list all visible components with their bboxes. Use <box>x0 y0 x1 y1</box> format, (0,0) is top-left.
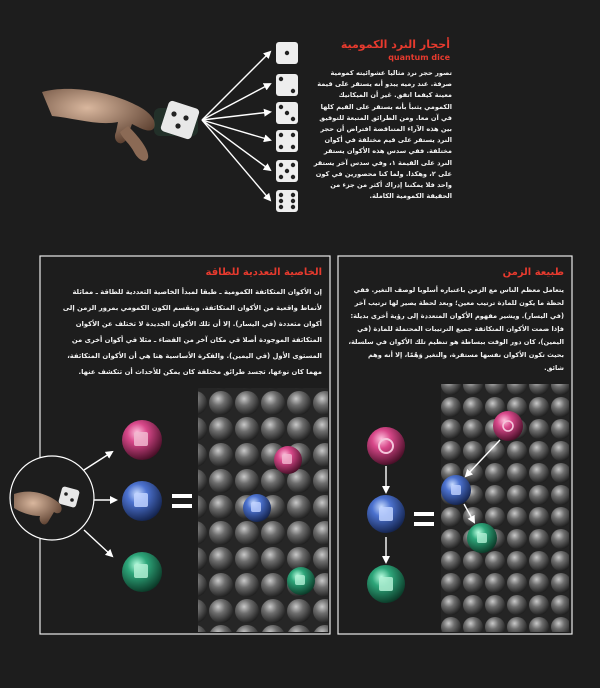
right-bubble-green <box>367 565 405 603</box>
right-panel-body: يتعامل معظم الناس مع الزمن باعتباره أسلوبا لوصف التغير. ففي لحظة ما يكون للمادة ترتيب معين؛ وبعد لحظة يصير لها ترتيب آخر (في اليسار). ويشير مفهوم الأكوان المتعددة إلى رؤية أخرى بديلة: فإذا ضمت الأكوان المتكاثفة جميع الترتيبات المحتملة للمادة (في اليمين)، كان دور الوقت ببساطة هو تنظيم تلك الأكوان في سلسلة، بحيث تكون الأكوان نفسها مستقرة، والتغير وَهْمًا، إلا أنه وهم شائق. <box>348 286 564 372</box>
dice-face-4-icon <box>276 130 298 152</box>
dice-face-5-icon <box>276 160 298 182</box>
right-equals-icon <box>414 512 434 526</box>
left-bubble-pink <box>122 420 162 460</box>
grid-bubble-blue <box>243 494 271 522</box>
left-panel-body: إن الأكوان المتكاثفة الكمومية ـ طبقا لمبدأ الخاصية التعددية للطاقة ـ مماثلة لأنماط واقعية من الأكوان المتكاثفة. وينقسم الكون الكمومي بمرور الزمن إلى أكوان متعددة (في اليسار). إلا أن تلك الأكوان الجديدة لا تختلف عن الأكوان المتكاثفة الموجودة أصلا في مكان آخر من الفضاء ـ مثلا في أكوان أخرى من المستوى الأول (في اليمين). والفكرة الأساسية هنا هي أن الأكوان المتكاثفة، مهما كان نوعها، تجسد طرائق مختلفة كان يمكن للأحداث أن تتكشف عنها. <box>62 288 322 376</box>
dice-face-2-icon <box>276 74 298 96</box>
grid-bubble-green-right <box>467 523 497 553</box>
top-title: أحجار النرد الكمومية <box>340 38 450 51</box>
grid-bubble-pink-right <box>493 411 523 441</box>
top-arrows <box>202 52 270 200</box>
top-subtitle: quantum dice <box>388 53 450 62</box>
top-body-text: تصور حجر نرد مثاليا عشوائيته كمومية صرفة. عند رميه يبدو أنه يستقر على قيمة معينة كيفما اتفق. غير أن الميكانيك الكمومي يثنبأ بأنه يستقر على القيم كلها في آن معا. ومن الطرائق المتبعة للتوفيق بين هذه الآراء المتناقضة افتراض أن حجر النرد يستقر على قيم مختلفة في أكوان مختلفة. ففي سدس هذه الأكوان يستقر النرد على القيمة ١، وفي سدس آخر يستقر على ٢، وهكذا. ولما كنا محصورين في كون واحد فلا يمكننا إدراك أكثر من جزء من الحقيقة الكمومية الكاملة. <box>313 69 452 201</box>
grid-bubble-pink <box>274 446 302 474</box>
thrown-dice-icon <box>154 100 200 140</box>
left-bubble-green <box>122 552 162 592</box>
right-bubble-pink <box>367 427 405 465</box>
dice-face-3-icon <box>276 102 298 124</box>
dice-face-6-icon <box>276 190 298 212</box>
left-panel-title: الخاصية التعددية للطاقة <box>205 267 322 278</box>
grid-bubble-green <box>287 567 315 595</box>
right-bubble-blue <box>367 495 405 533</box>
right-panel-title: طبيعة الزمن <box>502 267 564 278</box>
dice-face-1-icon <box>276 42 298 64</box>
grid-bubble-blue-right <box>441 475 471 505</box>
left-equals-icon <box>172 494 192 508</box>
left-hand-circle <box>10 456 94 540</box>
top-hand-icon <box>42 89 155 161</box>
left-bubble-blue <box>122 481 162 521</box>
